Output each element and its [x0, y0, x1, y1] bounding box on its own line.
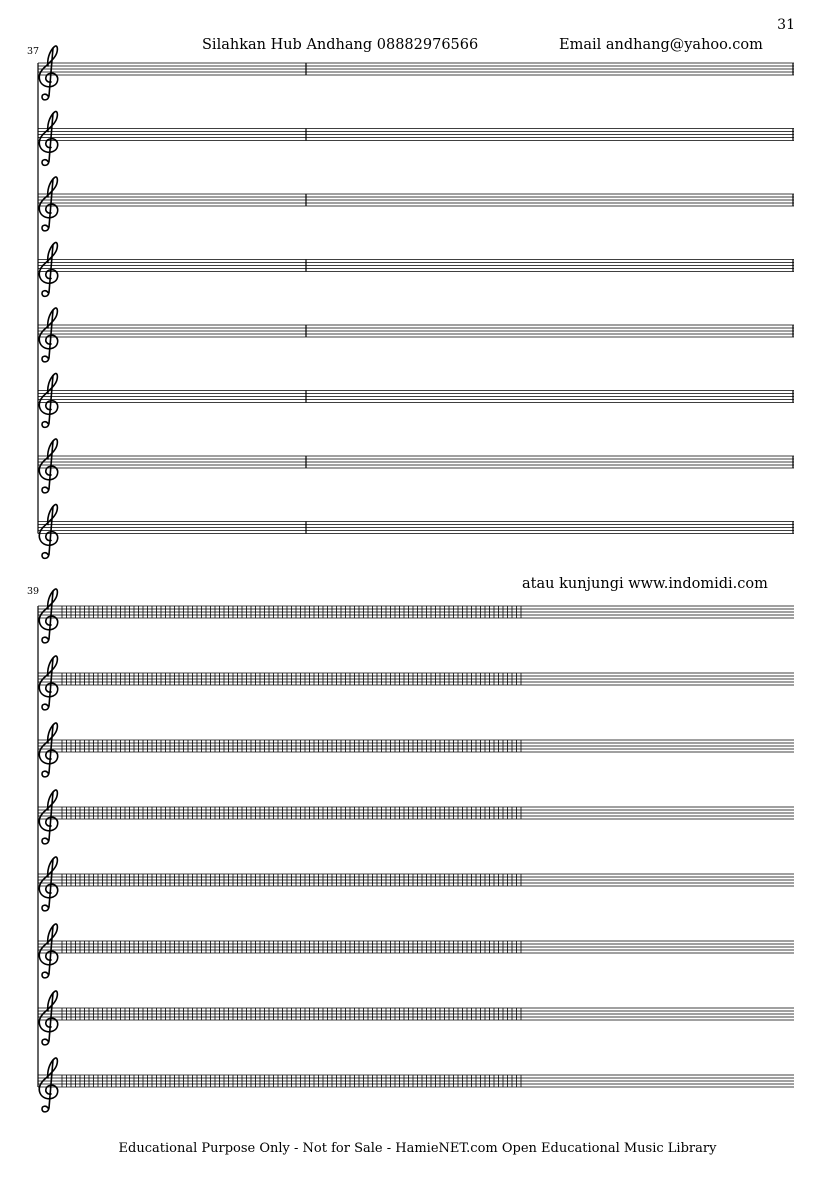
staff [38, 589, 794, 643]
header-contact: Silahkan Hub Andhang 08882976566 [202, 37, 479, 53]
staff [38, 1058, 794, 1112]
treble-clef-icon [39, 177, 57, 231]
staff [38, 439, 794, 493]
system-2 [38, 589, 794, 1112]
treble-clef-icon [39, 242, 57, 296]
treble-clef-icon [39, 656, 57, 710]
treble-clef-icon [39, 504, 57, 558]
staff [38, 723, 794, 777]
treble-clef-icon [39, 924, 57, 978]
measure-number-system-2: 39 [27, 586, 40, 597]
staff [38, 857, 794, 911]
treble-clef-icon [39, 111, 57, 165]
staff [38, 111, 794, 165]
staff [38, 177, 794, 231]
staff [38, 991, 794, 1045]
treble-clef-icon [39, 857, 57, 911]
page-number: 31 [777, 17, 795, 33]
staff [38, 242, 794, 296]
staff [38, 790, 794, 844]
treble-clef-icon [39, 589, 57, 643]
measure-number-system-1: 37 [27, 46, 40, 57]
staff [38, 504, 794, 558]
treble-clef-icon [39, 439, 57, 493]
treble-clef-icon [39, 723, 57, 777]
visit-website-text: atau kunjungi www.indomidi.com [522, 576, 768, 592]
staff [38, 373, 794, 427]
treble-clef-icon [39, 308, 57, 362]
treble-clef-icon [39, 373, 57, 427]
system-1 [38, 46, 794, 558]
treble-clef-icon [39, 991, 57, 1045]
treble-clef-icon [39, 46, 57, 100]
staff [38, 308, 794, 362]
staff [38, 656, 794, 710]
footer-text: Educational Purpose Only - Not for Sale - HamieNET.com Open Educational Music Library [118, 1141, 717, 1156]
staff [38, 924, 794, 978]
staff [38, 46, 794, 100]
treble-clef-icon [39, 1058, 57, 1112]
header-email: Email andhang@yahoo.com [559, 37, 763, 53]
treble-clef-icon [39, 790, 57, 844]
